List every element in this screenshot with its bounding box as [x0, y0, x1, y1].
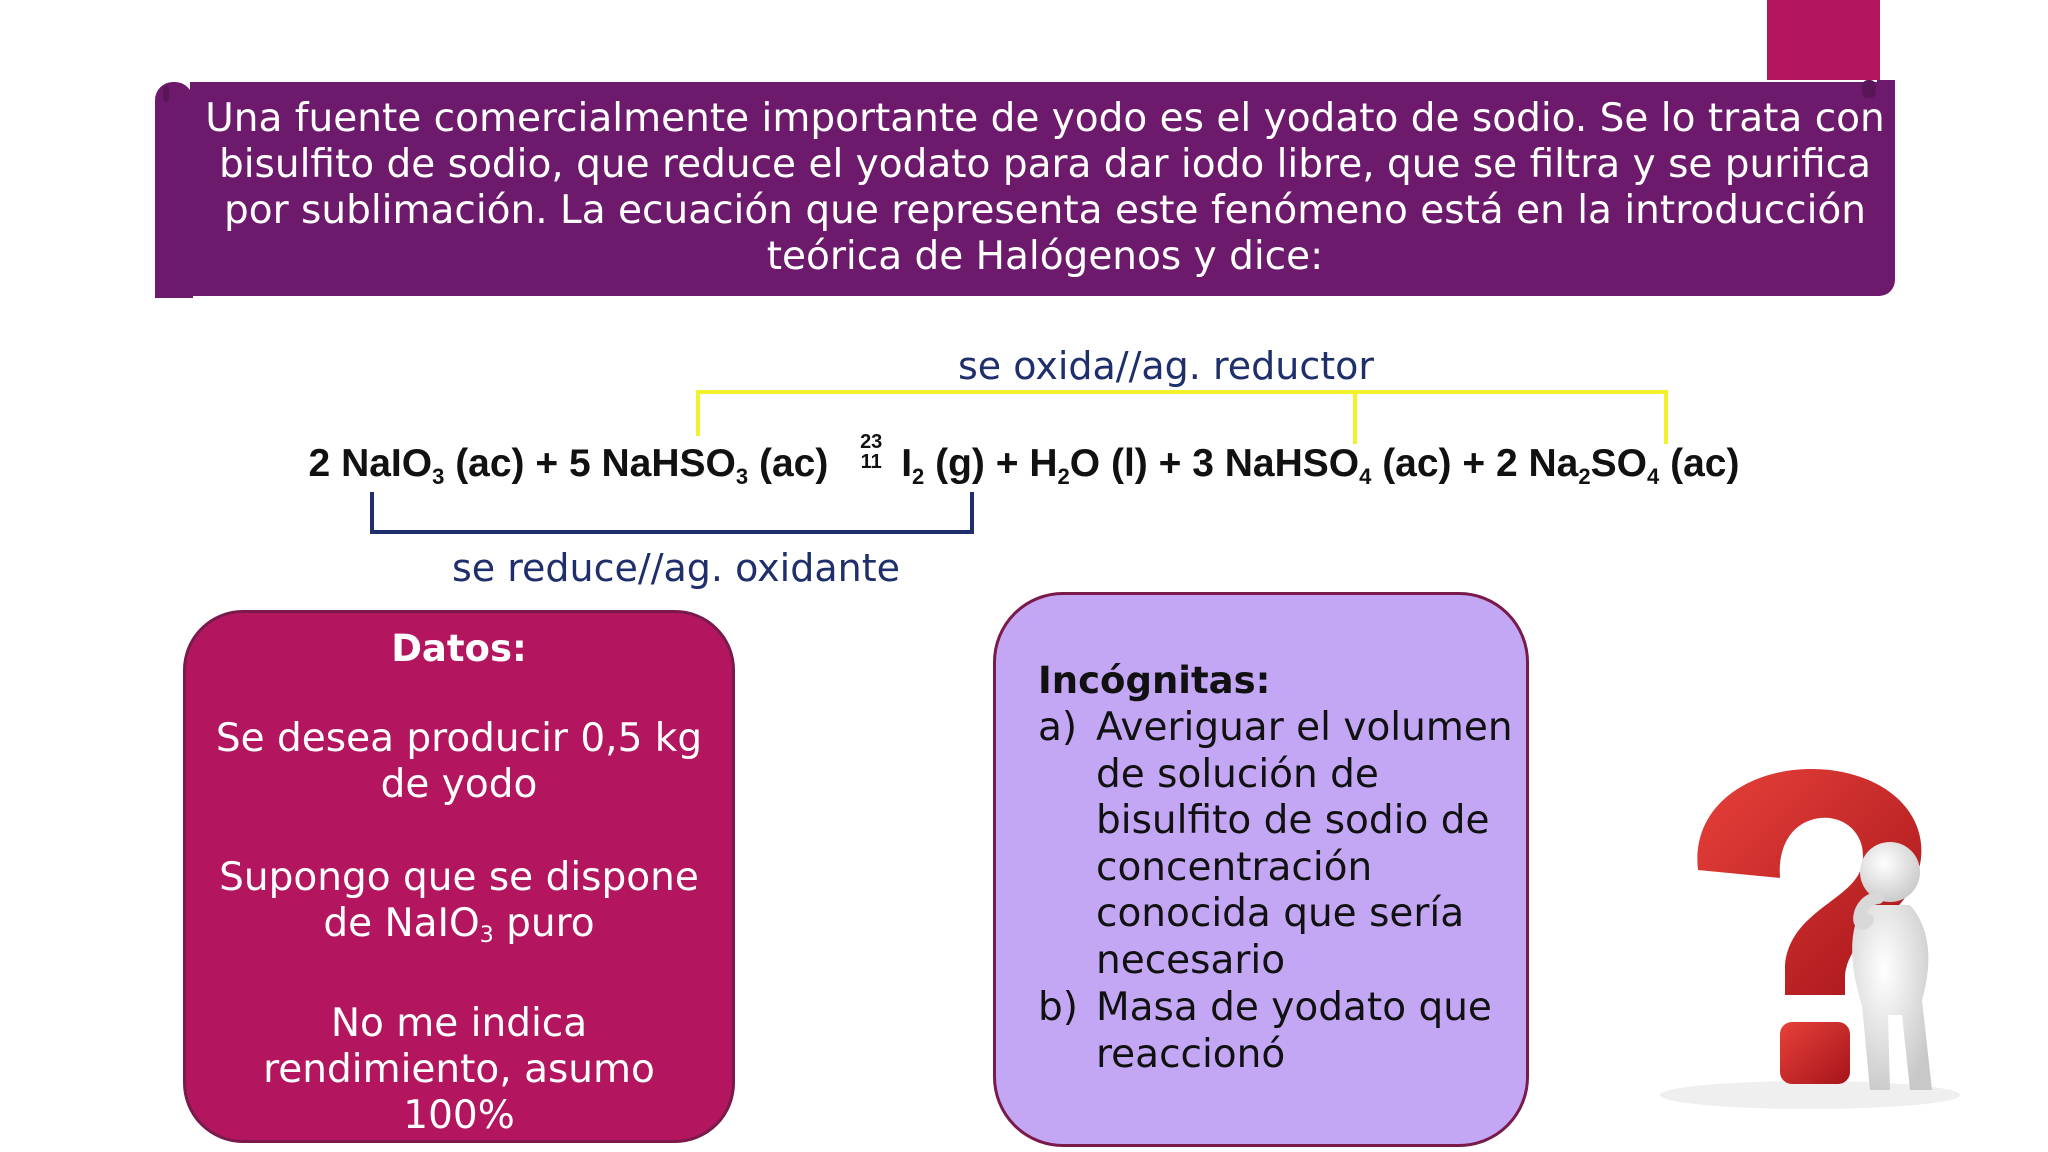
thinking-person-question-mark-icon — [1640, 760, 2010, 1120]
reduction-label: se reduce//ag. oxidante — [452, 546, 900, 590]
datos-box — [183, 610, 735, 1143]
list-marker: a) — [1038, 705, 1078, 750]
reduction-bracket — [372, 492, 972, 532]
oxidation-bracket — [698, 392, 1666, 444]
list-item-text: Masa de yodato que reaccionó — [1096, 985, 1492, 1077]
datos-line: Supongo que se dispone — [219, 855, 699, 900]
datos-line: de NaIO$_3$ puro — [323, 901, 595, 948]
datos-line: Se desea producir 0,5 kg — [215, 716, 703, 761]
incognitas-box — [993, 592, 1529, 1147]
datos-line: rendimiento, asumo — [263, 1047, 655, 1092]
datos-line: No me indica — [330, 1001, 588, 1046]
list-item-text: Averiguar el volumen de solución de bisulfito de sodio de concentración conocida que sería necesario — [1096, 705, 1513, 983]
datos-line: de yodo — [380, 762, 538, 807]
incognitas-title: Incógnitas: — [1038, 659, 1271, 702]
list-marker: b) — [1038, 985, 1078, 1030]
intro-paragraph: Una fuente comercialmente importante de yodo es el yodato de sodio. Se lo trata con bisulfito de sodio, que reduce el yodato para dar iodo libre, que se filtra y se purifica por sublimación. La ecuación que representa este fenómeno está en la introducción teórica de Halógenos y dice: — [205, 96, 1885, 279]
datos-line: 100% — [403, 1093, 515, 1138]
datos-title: Datos: — [391, 627, 527, 670]
chemical-equation: 2 NaIO$_3$ (ac) + 5 NaHSO$_3$ (ac) 23 11 $I_2$ $(g) + H_2O$ (l) + 3 NaHSO$_4$ (ac) + 2 $Na_2SO_4$ (ac) — [308, 431, 1740, 489]
nuclide-notation: 23 11 — [860, 431, 883, 473]
oxidation-label: se oxida//ag. reductor — [958, 344, 1374, 388]
